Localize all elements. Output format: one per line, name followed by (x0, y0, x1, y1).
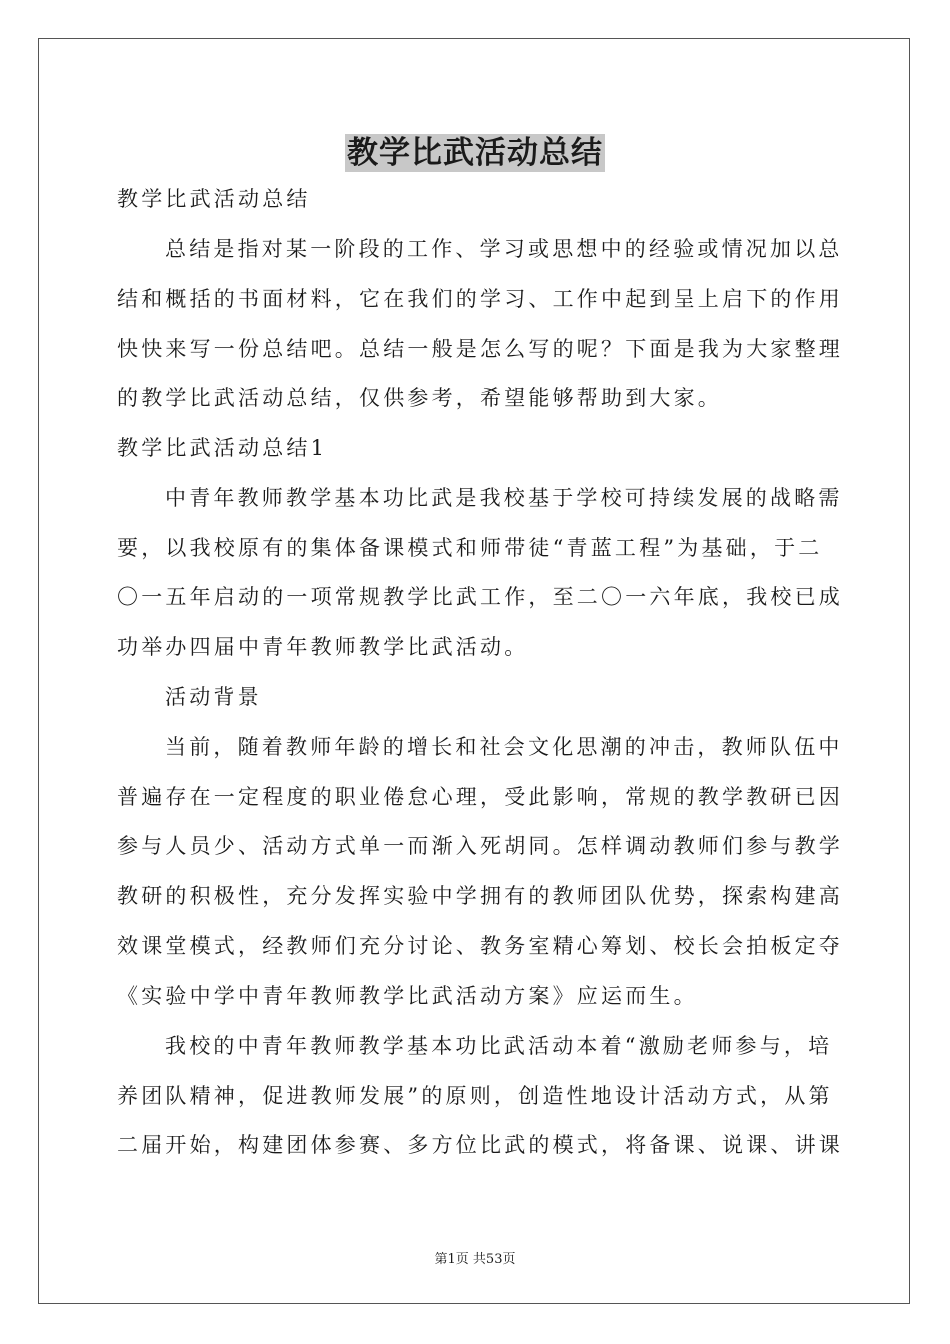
text-line: 养团队精神，促进教师发展”的原则，创造性地设计活动方式，从第 (117, 1084, 833, 1108)
text-line: 总结是指对某一阶段的工作、学习或思想中的经验或情况加以总 (165, 237, 843, 261)
text-line: 要，以我校原有的集体备课模式和师带徒“青蓝工程”为基础，于二 (117, 536, 823, 560)
section-heading: 教学比武活动总结1 (117, 436, 328, 460)
text-line: 快快来写一份总结吧。总结一般是怎么写的呢？下面是我为大家整理 (117, 337, 843, 361)
page-border (38, 38, 910, 1304)
text-line: 《实验中学中青年教师教学比武活动方案》应运而生。 (117, 984, 698, 1008)
text-line: 结和概括的书面材料，它在我们的学习、工作中起到呈上启下的作用 (117, 287, 843, 311)
text-line: 的教学比武活动总结，仅供参考，希望能够帮助到大家。 (117, 386, 722, 410)
subtitle-line: 教学比武活动总结 (117, 187, 311, 211)
text-line: 〇一五年启动的一项常规教学比武工作，至二〇一六年底，我校已成 (117, 585, 843, 609)
subsection-heading: 活动背景 (165, 685, 262, 709)
page-footer: 第1页 共53页 (434, 1252, 516, 1267)
text-line: 教研的积极性，充分发挥实验中学拥有的教师团队优势，探索构建高 (117, 884, 843, 908)
text-line: 参与人员少、活动方式单一而渐入死胡同。怎样调动教师们参与教学 (117, 834, 843, 858)
text-line: 中青年教师教学基本功比武是我校基于学校可持续发展的战略需 (165, 486, 843, 510)
text-line: 我校的中青年教师教学基本功比武活动本着“激励老师参与，培 (165, 1034, 833, 1058)
document-title: 教学比武活动总结 (347, 135, 603, 171)
text-line: 功举办四届中青年教师教学比武活动。 (117, 635, 529, 659)
text-line: 当前，随着教师年龄的增长和社会文化思潮的冲击，教师队伍中 (165, 735, 843, 759)
document-title-wrap (0, 127, 950, 172)
text-line: 二届开始，构建团体参赛、多方位比武的模式，将备课、说课、讲课 (117, 1133, 843, 1157)
text-line: 效课堂模式，经教师们充分讨论、教务室精心筹划、校长会拍板定夺 (117, 934, 843, 958)
text-line: 普遍存在一定程度的职业倦怠心理，受此影响，常规的教学教研已因 (117, 785, 843, 809)
